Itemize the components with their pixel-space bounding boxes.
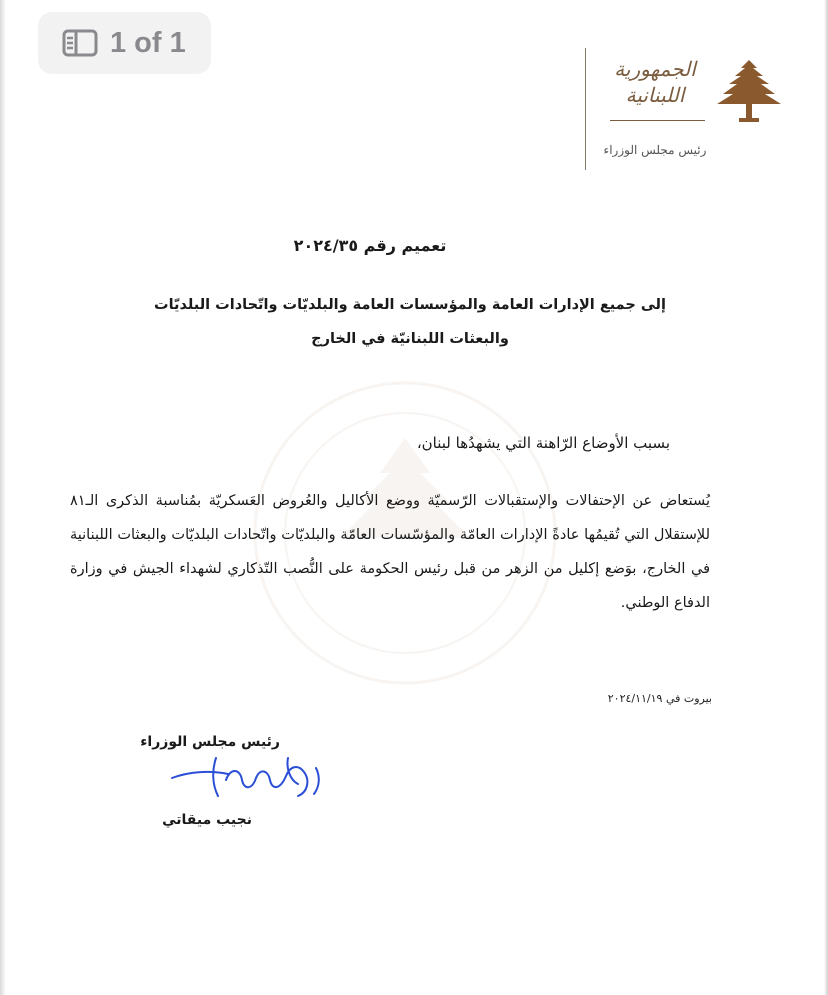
letterhead-rule [610, 120, 705, 121]
letterhead-title: الجمهورية اللبنانية [614, 57, 696, 107]
sidebar-panel-icon [62, 29, 98, 57]
circular-number-heading: تعميم رقم ٢٠٢٤/٣٥ [293, 236, 447, 255]
signatory-name: نجيب ميقاتي [162, 812, 252, 828]
cedar-tree-icon [713, 58, 785, 126]
page-counter-badge[interactable] [38, 12, 211, 74]
signatory-title: رئيس مجلس الوزراء [140, 734, 280, 750]
date-line: بيروت في ٢٠٢٤/١١/١٩ [607, 692, 712, 705]
page-edge-shadow-right [824, 0, 828, 995]
page-edge-shadow-left [0, 0, 6, 995]
body-paragraph: يُستعاض عن الإحتفالات والإستقبالات الرّسميّة ووضع الأكاليل والعُروض العَسكريّة بمُناسبة الذكرى الـ٨١ للإستقلال التي تُقيمُها عادةً الإدارات العامّة والمؤسّسات العامّة والبلديّات واتّحادات البلديّات والبعثات اللبنانية في الخارج، بوَضع إكليل من الزهر من قبل رئيس الحكومة على النُّصب التّذكاري لشهداء الجيش في وزارة الدفاع الوطني. [70, 493, 710, 611]
letterhead-subtitle: رئيس مجلس الوزراء [603, 143, 707, 157]
handwritten-signature [168, 750, 328, 802]
page-indicator-text: 1 of 1 [110, 26, 186, 59]
intro-line: بسبب الأوضاع الرّاهنة التي يشهدُها لبنان، [416, 434, 670, 452]
recipients-line: إلى جميع الإدارات العامة والمؤسسات العامة والبلديّات واتّحادات البلديّات والبعثات اللبنانيّة في الخارج [154, 297, 666, 347]
letterhead-divider [585, 48, 586, 170]
